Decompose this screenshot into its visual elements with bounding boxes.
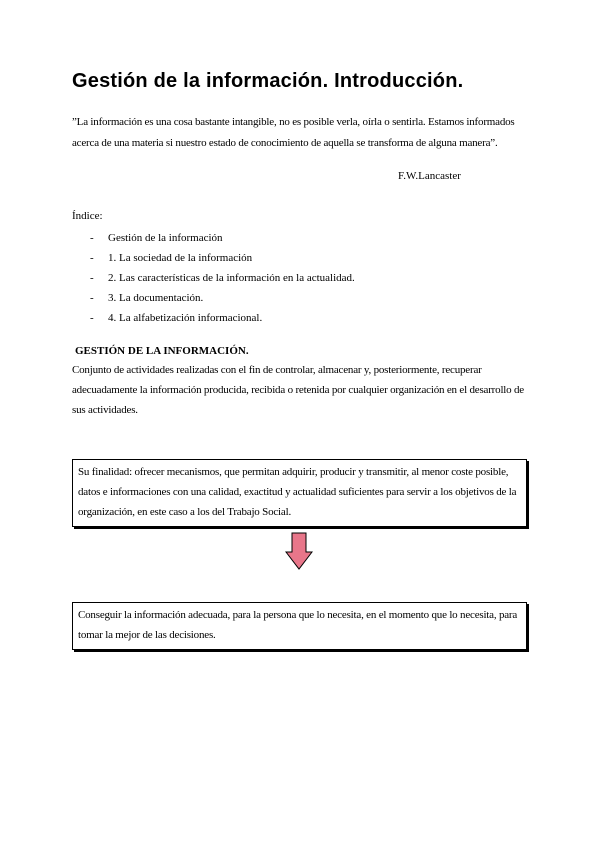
- page-title: Gestión de la información. Introducción.: [72, 70, 464, 92]
- quote-text: ”La información es una cosa bastante intangible, no es posible verla, oírla o sentirla. Estamos informados acerca de una materia si nuestro estado de conocimiento de aquella se transforma de alguna manera”.: [72, 116, 515, 149]
- document-page: Gestión de la información. Introducción. ”La información es una cosa bastante intangible, no es posible verla, oírla o sentirla. Estamos informados acerca de una materia si nuestro estado de conocimiento de aquella se transforma de alguna manera”. F.W.Lancaster Índice: - Gestión de la información - 1. La sociedad de la información - 2. Las características de la información en la actualidad. - 3. La documentación. - 4. La alfabetización informacional. GESTIÓN DE LA INFORMACIÓN. Conjunto de actividades realizadas con el fin de controlar, almacenar y, posteriormente, recuperar adecuadamente la información producida, recibida o retenida por cualquier organización en el desarrollo de sus actividades. Su finalidad: ofrecer mecanismos, que permitan adquirir, producir y transmitir, al menor coste posible, datos e informaciones con una calidad, exactitud y actualidad suficientes para servir a los objetivos de la organización, en este caso a los del Trabajo Social. Conseguir la información adecuada, para la persona que lo necesita, en el momento que lo necesita, para tomar la mejor de las decisiones.: [0, 0, 600, 848]
- section-heading: GESTIÓN DE LA INFORMACIÓN.: [75, 345, 249, 357]
- purpose-box: [72, 459, 527, 527]
- index-label: Índice:: [72, 210, 103, 222]
- quote-author: F.W.Lancaster: [398, 170, 461, 182]
- section-body: Conjunto de actividades realizadas con el fin de controlar, almacenar y, posteriormente, recuperar adecuadamente la información producida, recibida o retenida por cualquier organización en el desarrollo de sus actividades.: [72, 364, 524, 416]
- down-arrow-icon: [285, 532, 313, 570]
- goal-box: [72, 602, 527, 650]
- purpose-text: Su finalidad: ofrecer mecanismos, que permitan adquirir, producir y transmitir, al menor coste posible, datos e informaciones con una calidad, exactitud y actualidad suficientes para servir a los objetivos de la organización, en este caso a los del Trabajo Social.: [78, 466, 517, 518]
- goal-text: Conseguir la información adecuada, para la persona que lo necesita, en el momento que lo necesita, para tomar la mejor de las decisiones.: [78, 609, 518, 641]
